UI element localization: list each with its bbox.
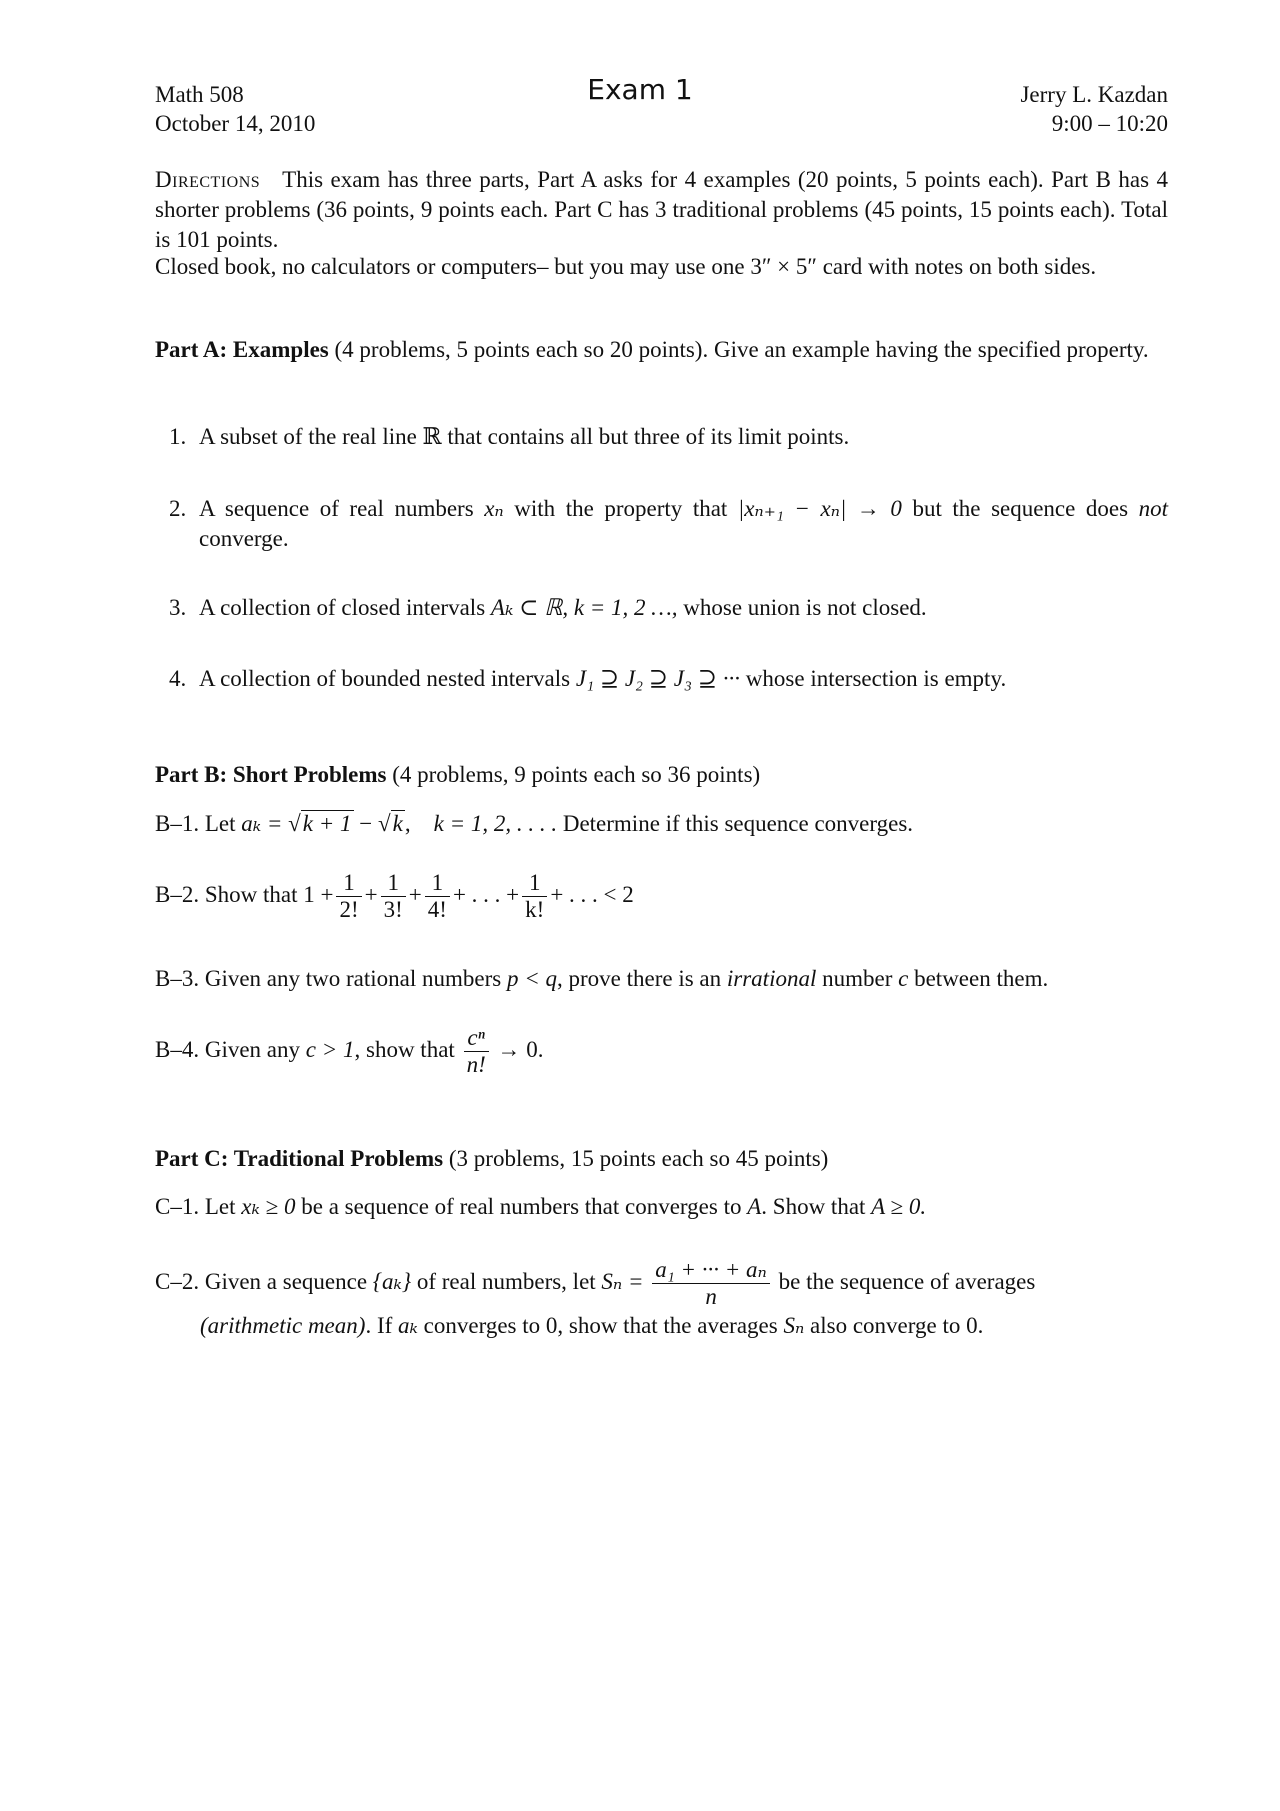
- fraction: $\frac{1}{k!}$: [522, 870, 547, 924]
- problem-number: 2.: [169, 496, 187, 521]
- problem-text: Given a sequence: [204, 1269, 368, 1295]
- exam-time: 9:00 – 10:20: [1051, 111, 1168, 136]
- part-c-note: (3 problems, 15 points each so 45 points): [448, 1146, 829, 1171]
- problem-label: B–2.: [155, 882, 200, 908]
- problem-a1: [169, 422, 1168, 452]
- problem-b3: [155, 964, 1168, 994]
- part-a-note: (4 problems, 5 points each so 20 points). Give an example having the specified property.: [334, 337, 1149, 362]
- problem-label: C–2.: [155, 1269, 200, 1295]
- problem-text: be the sequence of averages: [778, 1269, 1036, 1295]
- problem-text: be a sequence of real numbers that converges to: [301, 1194, 742, 1219]
- problem-text: Determine if this sequence converges.: [562, 811, 914, 836]
- fraction: $\frac{1}{3!}$: [381, 870, 406, 924]
- directions-text: This exam has three parts, Part A asks for 4 examples (20 points, 5 points each). Part B has 4 shorter problems (36 points, 9 points each. Part C has 3 traditional problems (45 points, 15 points each). Total is 101 points.: [155, 167, 1168, 252]
- part-a-intro: [155, 335, 1168, 365]
- problem-a2: [169, 494, 1168, 554]
- problem-c2: [155, 1257, 1168, 1341]
- exam-title: Exam 1: [587, 73, 693, 106]
- problem-text: converge.: [199, 525, 289, 551]
- problem-a3: [169, 593, 1168, 623]
- problem-text: , show that: [354, 1037, 455, 1063]
- problem-text: but the sequence does: [912, 496, 1129, 521]
- problem-text: of real numbers, let: [416, 1269, 596, 1295]
- math-c: c: [898, 966, 909, 991]
- part-c-intro: [155, 1144, 1168, 1174]
- plus-sign: +: [364, 882, 378, 908]
- math-intervals: Aₖ ⊂ ℝ, k = 1, 2 …,: [490, 595, 678, 620]
- problem-c1: [155, 1192, 1168, 1222]
- problem-text: Given any: [204, 1037, 301, 1063]
- problem-b2: [155, 870, 1168, 924]
- emphasis-arithmetic-mean: (arithmetic mean): [200, 1312, 366, 1338]
- problem-text: Given any two rational numbers: [204, 966, 502, 991]
- problem-text: . Show that: [761, 1194, 866, 1219]
- problem-text: between them.: [914, 966, 1049, 991]
- math-nested: J₁ ⊇ J₂ ⊇ J₃ ⊇ ···: [575, 666, 741, 691]
- problem-text: Show that: [204, 882, 298, 908]
- problem-label: B–1.: [155, 811, 200, 836]
- math-p-q: p < q: [506, 966, 557, 991]
- problem-text: , prove there is an: [557, 966, 722, 991]
- math-set-ak: {aₖ}: [372, 1269, 412, 1295]
- problem-text: number: [822, 966, 893, 991]
- math-Sn: Sₙ =: [601, 1269, 644, 1295]
- problem-text: A subset of the real line ℝ that contains all but three of its limit points.: [199, 424, 850, 449]
- emphasis-not: not: [1138, 496, 1168, 521]
- minus-sign: −: [359, 811, 373, 836]
- radicand: k: [392, 811, 403, 836]
- emphasis-irrational: irrational: [726, 966, 817, 991]
- part-a-heading: Part A: Examples: [155, 337, 329, 362]
- problem-b1: [155, 809, 1168, 839]
- problem-number: 4.: [169, 666, 187, 691]
- problem-text: A sequence of real numbers: [199, 496, 474, 521]
- math-tail: + . . . < 2: [550, 882, 634, 908]
- sqrt-sign: √: [288, 811, 301, 836]
- fraction-average: $\frac{\text{a₁ + ··· + aₙ}}{n}$: [652, 1257, 770, 1311]
- problem-text: Let: [204, 811, 236, 836]
- fraction: $\frac{\text{cⁿ}}{n!}$: [464, 1025, 489, 1079]
- comma: ,: [404, 811, 411, 836]
- directions: [155, 165, 1168, 255]
- sqrt-sign: √: [378, 811, 391, 836]
- problem-text: A collection of closed intervals: [199, 595, 486, 620]
- math-dots: + . . . +: [452, 882, 520, 908]
- part-b-heading: Part B: Short Problems: [155, 762, 387, 787]
- math-ak: aₖ =: [241, 811, 283, 836]
- math-difference: |xₙ₊₁ − xₙ| → 0: [737, 496, 902, 521]
- directions-rules: Closed book, no calculators or computers– but you may use one 3″ × 5″ card with notes on both sides.: [155, 254, 1097, 279]
- exam-date: October 14, 2010: [155, 111, 316, 136]
- part-c-heading: Part C: Traditional Problems: [155, 1146, 444, 1171]
- fraction: $\frac{1}{4!}$: [425, 870, 450, 924]
- problem-text: Let: [204, 1194, 236, 1219]
- math-ak: aₖ: [398, 1312, 418, 1338]
- math-Sn: Sₙ: [783, 1312, 805, 1338]
- problem-b4: [155, 1025, 1168, 1079]
- math-range: k = 1, 2, . . . .: [433, 811, 558, 836]
- problem-text: whose union is not closed.: [683, 595, 927, 620]
- problem-number: 3.: [169, 595, 187, 620]
- course-name: Math 508: [155, 82, 244, 107]
- part-b-note: (4 problems, 9 points each so 36 points): [392, 762, 761, 787]
- directions-label: Directions: [155, 167, 261, 192]
- problem-text: whose intersection is empty.: [745, 666, 1007, 691]
- problem-text: . If: [365, 1312, 393, 1338]
- math-one-plus: 1 +: [303, 882, 334, 908]
- problem-label: B–3.: [155, 966, 200, 991]
- part-b-intro: [155, 760, 1168, 790]
- math-xk: xₖ ≥ 0: [241, 1194, 296, 1219]
- problem-text: also converge to 0.: [810, 1312, 984, 1338]
- math-A: A: [747, 1194, 762, 1219]
- fraction: $\frac{1}{2!}$: [336, 870, 361, 924]
- plus-sign: +: [408, 882, 422, 908]
- problem-text: with the property that: [514, 496, 728, 521]
- problem-number: 1.: [169, 424, 187, 449]
- problem-a4: [169, 664, 1168, 694]
- math-x-n: xₙ: [484, 496, 504, 521]
- problem-text: converges to 0, show that the averages: [423, 1312, 778, 1338]
- radicand: k + 1: [302, 811, 352, 836]
- math-c-gt-1: c > 1: [305, 1037, 355, 1063]
- problem-label: C–1.: [155, 1194, 200, 1219]
- problem-text: A collection of bounded nested intervals: [199, 666, 571, 691]
- problem-label: B–4.: [155, 1037, 200, 1063]
- math-A-nonneg: A ≥ 0.: [871, 1194, 927, 1219]
- math-limit: → 0.: [497, 1037, 544, 1063]
- instructor-name: Jerry L. Kazdan: [1020, 82, 1168, 107]
